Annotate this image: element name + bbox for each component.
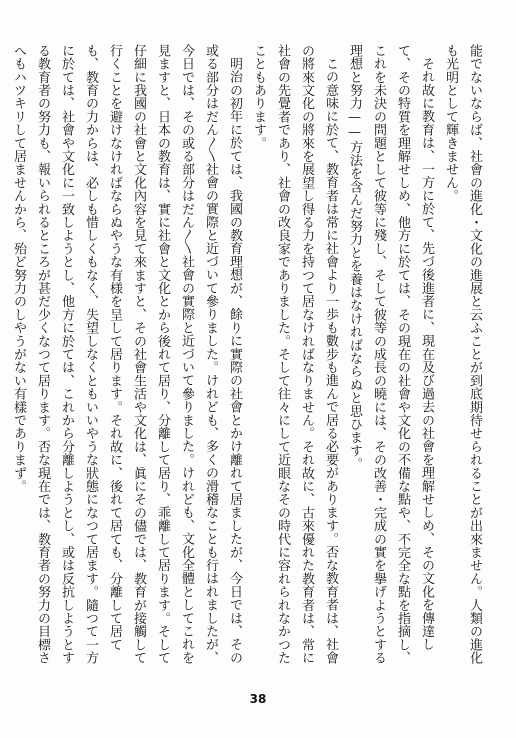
vertical-text-body <box>11 44 486 672</box>
paragraph-continuation: 能でないならば、社會の進化・文化の進展と云ふことが到底期待せられることが出來ません。人類の進化も光明として輝きません。 <box>443 44 482 665</box>
paragraph-educator-pioneer: この意味に於て、教育者は常に社會より一歩も數步も進んで居る必要があります。否な教育者は、社會の將來文化の將來を展望し得る力を持つて居なければなりません。それ故に、古來優れた教育者は、常に社會の先覺者であり、社會の改良家でありました。そして往々にして近眼なその時代に容れられなかつたこともあります。 <box>251 44 338 665</box>
paragraph-education-role: それ故に教育は、一方に於て、先づ後進者に、現在及び過去の社會を理解せしめ、その文化を傳達して、その特質を理解せしめ、他方に於ては、その現在の社會や文化の不備な點や、不完全な點を指摘し、これを未決の問題として彼等に殘し、そして彼等の成長の曉には、その改善・完成の實を擧げようとする理想と努力——方法を含んだ努力とを養はなければならぬと思ひます。 <box>347 44 434 665</box>
page-number: 38 <box>249 692 267 706</box>
paragraph-meiji-education: 明治の初年に於ては、我國の教育理想が、餘りに實際の社會とかけ離れて居ましたが、今日では、その或る部分はだん〳〵社會の實際と近づいて參りました。けれども、多くの滑稽なことも行はれましたが、今日では、その或る部分はだん〳〵社會の實際と近づいて參りました。けれども、文化全體としてこれを見ますと、日本の教育は、實に社會と文化とから後れて居り、分離して居り、乖離して居ります。そして仔細に我國の社會と文化內容を見て來ますと、その社會生活や文化は、眞にその儘では、教育が接觸して行くことを避けなければならぬやうな有様を呈して居ります。それ故に、後れて居ても、分離して居ても、教育の力からは、必しも惜しくもなく、失望しなくともいいやうな狀態になつて居ます。隨つて一方に於ては、社會や文化に一致しようとし、他方に於ては、これから分離しようとし、或は反抗しようとする教育者の努力も、報いられるところが甚だ少くなつて居ります。否な現在では、教育者の努力の目標さへもハツキリして居ませんから、殆ど努力のしやうがない有樣でありまず。 <box>11 44 242 665</box>
